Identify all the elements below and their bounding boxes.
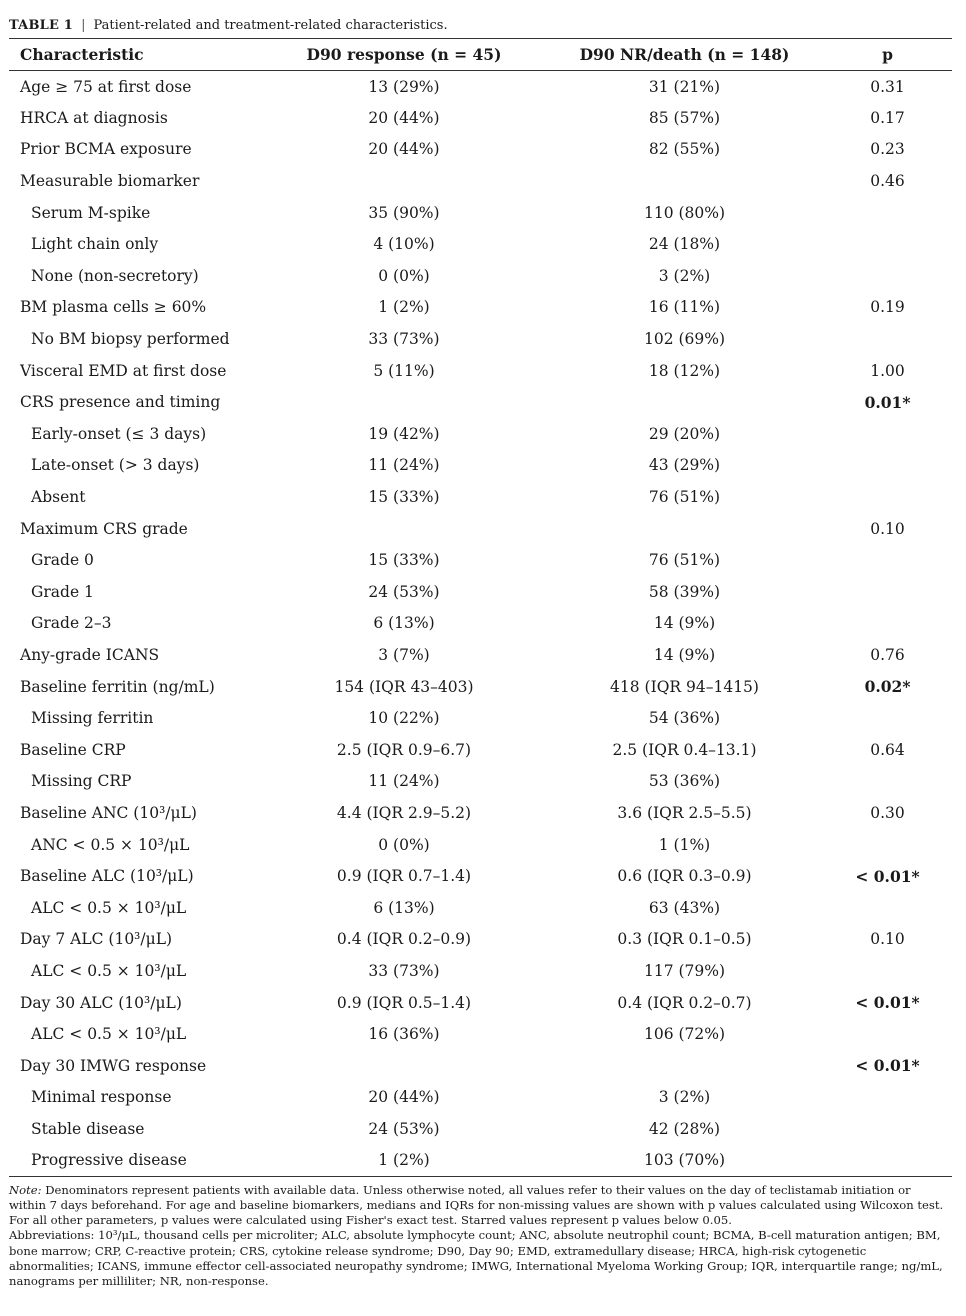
row-p-value: 0.76 [870, 645, 905, 664]
row-p-value-cell [823, 829, 952, 861]
table-row [9, 639, 952, 671]
row-p-value-cell [823, 987, 952, 1019]
row-p-value-cell [823, 102, 952, 134]
row-d90-nr-value: 102 (69%) [643, 330, 726, 349]
header-d90-response: D90 response (n = 45) [306, 45, 502, 64]
row-p-value-cell [823, 1082, 952, 1114]
table-row [9, 481, 952, 513]
row-characteristic: Baseline ALC (10³/μL) [20, 867, 194, 886]
row-p-value: < 0.01* [855, 993, 920, 1013]
row-d90-response-value: 20 (44%) [368, 108, 440, 127]
row-characteristic: Maximum CRS grade [20, 519, 188, 538]
row-p-value-cell [823, 355, 952, 387]
row-d90-nr-value: 0.6 (IQR 0.3–0.9) [617, 867, 752, 886]
row-p-value-cell [823, 386, 952, 418]
row-d90-nr-value: 3.6 (IQR 2.5–5.5) [617, 803, 752, 822]
row-p-value-cell [823, 323, 952, 355]
row-characteristic: Any-grade ICANS [20, 645, 160, 664]
row-p-value: 0.23 [870, 140, 905, 159]
row-p-value-cell [823, 292, 952, 324]
table-row [9, 924, 952, 956]
row-d90-response-value: 1 (2%) [378, 1151, 430, 1170]
row-characteristic: Minimal response [31, 1088, 172, 1107]
table-row [9, 260, 952, 292]
row-characteristic: ALC < 0.5 × 10³/μL [31, 961, 187, 980]
row-p-value-cell [823, 576, 952, 608]
row-d90-nr-value: 18 (12%) [648, 361, 721, 380]
note-label: Note: [9, 1182, 42, 1197]
row-p-value: 0.10 [870, 930, 905, 949]
abbreviations-paragraph: Abbreviations: 10³/μL, thousand cells per microliter; ALC, absolute lymphocyte count; ANC, absolute neutrophil count; BCMA, B-cell maturation antigen; BM, bone marrow; CRP, C-reactive protein; CRS, cytokine release syndrome; D90, Day 90; EMD, extramedullary disease; HRCA, high-risk cytogenetic abnormalities; ICANS, immune effector cell-associated neuropathy syndrome; IMWG, International Myeloma Working Group; IQR, interquartile range; ng/mL, nanograms per milliliter; NR, non-response. [9, 1228, 943, 1288]
row-d90-nr-value: 42 (28%) [648, 1119, 721, 1138]
table-row [9, 829, 952, 861]
row-d90-response-value: 20 (44%) [368, 140, 440, 159]
row-d90-nr-value: 85 (57%) [648, 108, 721, 127]
row-p-value-cell [823, 955, 952, 987]
row-characteristic: ALC < 0.5 × 10³/μL [31, 898, 187, 917]
row-p-value-cell [823, 797, 952, 829]
row-d90-nr-value: 14 (9%) [653, 614, 716, 633]
row-p-value-cell [823, 544, 952, 576]
row-characteristic: No BM biopsy performed [31, 330, 230, 349]
row-d90-nr-value: 53 (36%) [648, 772, 721, 791]
row-characteristic: Missing CRP [31, 772, 132, 791]
row-characteristic: Early-onset (≤ 3 days) [31, 424, 207, 443]
row-characteristic: Absent [31, 488, 86, 507]
row-characteristic: Grade 2–3 [31, 614, 112, 633]
row-d90-nr-value [546, 386, 823, 418]
row-d90-nr-value: 31 (21%) [648, 77, 721, 96]
table-label: TABLE 1 [9, 18, 74, 33]
row-p-value: 0.31 [870, 77, 905, 96]
table-row [9, 860, 952, 892]
row-d90-nr-value: 24 (18%) [648, 235, 721, 254]
row-d90-response-value: 4 (10%) [373, 235, 435, 254]
row-d90-response-value: 15 (33%) [368, 551, 440, 570]
caption-separator: | [81, 18, 86, 33]
row-p-value-cell [823, 450, 952, 482]
row-d90-response-value [262, 165, 546, 197]
table-row [9, 386, 952, 418]
row-characteristic: Stable disease [31, 1119, 145, 1138]
row-d90-nr-value: 2.5 (IQR 0.4–13.1) [612, 740, 757, 759]
table-row [9, 165, 952, 197]
row-p-value-cell [823, 197, 952, 229]
row-d90-response-value: 0 (0%) [378, 266, 430, 285]
table-row [9, 544, 952, 576]
row-d90-nr-value: 117 (79%) [643, 961, 726, 980]
row-characteristic: Baseline CRP [20, 740, 126, 759]
row-p-value-cell [823, 165, 952, 197]
row-d90-nr-value: 63 (43%) [648, 898, 721, 917]
table-title: Patient-related and treatment-related characteristics. [93, 18, 448, 33]
table-row [9, 702, 952, 734]
row-d90-nr-value: 106 (72%) [643, 1025, 726, 1044]
row-p-value: 0.02* [864, 677, 911, 697]
table-row [9, 355, 952, 387]
row-characteristic: Age ≥ 75 at first dose [20, 77, 192, 96]
row-p-value-cell [823, 513, 952, 545]
row-d90-response-value: 0.9 (IQR 0.7–1.4) [336, 867, 472, 886]
row-p-value-cell [823, 639, 952, 671]
row-d90-response-value: 13 (29%) [368, 77, 440, 96]
table-row [9, 1050, 952, 1082]
table-row [9, 197, 952, 229]
row-d90-response-value: 15 (33%) [368, 488, 440, 507]
table-notes [9, 1183, 949, 1289]
row-characteristic: Grade 0 [31, 551, 94, 570]
table-row [9, 513, 952, 545]
table-row [9, 1082, 952, 1114]
row-d90-nr-value: 14 (9%) [653, 645, 716, 664]
row-characteristic: ALC < 0.5 × 10³/μL [31, 1025, 187, 1044]
row-p-value: 1.00 [870, 361, 905, 380]
row-p-value: 0.17 [870, 108, 905, 127]
row-d90-response-value: 33 (73%) [368, 961, 440, 980]
table-caption [9, 14, 955, 38]
row-characteristic: Prior BCMA exposure [20, 140, 192, 159]
table-header-row [9, 39, 952, 71]
row-d90-nr-value [546, 513, 823, 545]
row-d90-nr-value [546, 165, 823, 197]
row-d90-nr-value: 76 (51%) [648, 488, 721, 507]
row-p-value: 0.19 [870, 298, 905, 317]
row-characteristic: Missing ferritin [31, 709, 154, 728]
note-paragraph [9, 1183, 949, 1229]
table-row [9, 1113, 952, 1145]
row-d90-nr-value: 0.3 (IQR 0.1–0.5) [617, 930, 752, 949]
table-row [9, 671, 952, 703]
row-d90-nr-value: 76 (51%) [648, 551, 721, 570]
row-characteristic: Late-onset (> 3 days) [31, 456, 200, 475]
table-page [9, 0, 955, 1289]
table-row [9, 134, 952, 166]
row-p-value-cell [823, 481, 952, 513]
row-characteristic: Baseline ferritin (ng/mL) [20, 677, 215, 696]
row-characteristic: Serum M-spike [31, 203, 151, 222]
table-row [9, 987, 952, 1019]
row-d90-nr-value: 16 (11%) [648, 298, 721, 317]
row-d90-response-value [262, 513, 546, 545]
row-d90-response-value: 6 (13%) [373, 898, 435, 917]
row-d90-response-value [262, 1050, 546, 1082]
row-d90-nr-value [546, 1050, 823, 1082]
row-d90-nr-value: 110 (80%) [643, 203, 726, 222]
row-d90-nr-value: 58 (39%) [648, 582, 721, 601]
table-row [9, 955, 952, 987]
row-p-value-cell [823, 924, 952, 956]
row-p-value-cell [823, 71, 952, 103]
row-d90-nr-value: 418 (IQR 94–1415) [610, 677, 759, 696]
row-d90-response-value: 2.5 (IQR 0.9–6.7) [336, 740, 472, 759]
row-characteristic: Day 30 IMWG response [20, 1056, 207, 1075]
row-p-value-cell [823, 702, 952, 734]
row-p-value-cell [823, 418, 952, 450]
row-d90-response-value: 24 (53%) [368, 1119, 440, 1138]
row-characteristic: Baseline ANC (10³/μL) [20, 803, 197, 822]
characteristics-table [9, 38, 952, 1177]
table-row [9, 292, 952, 324]
row-d90-nr-value: 43 (29%) [648, 456, 721, 475]
row-d90-response-value: 154 (IQR 43–403) [334, 677, 474, 696]
table-row [9, 450, 952, 482]
row-d90-nr-value: 1 (1%) [658, 835, 711, 854]
row-d90-response-value: 4.4 (IQR 2.9–5.2) [336, 803, 472, 822]
row-d90-response-value: 33 (73%) [368, 330, 440, 349]
row-p-value: 0.01* [864, 392, 911, 412]
row-p-value: 0.10 [870, 519, 905, 538]
row-characteristic: Progressive disease [31, 1151, 187, 1170]
row-d90-nr-value: 54 (36%) [648, 709, 721, 728]
row-d90-response-value [262, 386, 546, 418]
table-row [9, 1145, 952, 1177]
row-p-value-cell [823, 228, 952, 260]
row-characteristic: None (non-secretory) [31, 266, 199, 285]
row-d90-response-value: 16 (36%) [368, 1025, 440, 1044]
row-d90-response-value: 24 (53%) [368, 582, 440, 601]
row-d90-response-value: 5 (11%) [373, 361, 435, 380]
row-characteristic: BM plasma cells ≥ 60% [20, 298, 207, 317]
row-p-value-cell [823, 1050, 952, 1082]
row-p-value-cell [823, 608, 952, 640]
row-p-value-cell [823, 734, 952, 766]
row-d90-nr-value: 103 (70%) [643, 1151, 726, 1170]
table-row [9, 766, 952, 798]
row-d90-response-value: 11 (24%) [368, 772, 440, 791]
header-d90-nr-death: D90 NR/death (n = 148) [579, 45, 790, 64]
row-d90-response-value: 6 (13%) [373, 614, 435, 633]
row-characteristic: Grade 1 [31, 582, 94, 601]
note-text: Denominators represent patients with available data. Unless otherwise noted, all values refer to their values on the day of teclistamab initiation or within 7 days beforehand. For age and baseline biomarkers, medians and IQRs for non-missing values are shown with p values calculated using Wilcoxon test. For all other parameters, p values were calculated using Fisher's exact test. Starred values represent p values below 0.05. [9, 1182, 944, 1228]
row-p-value-cell [823, 260, 952, 292]
row-p-value-cell [823, 134, 952, 166]
row-d90-response-value: 20 (44%) [368, 1088, 440, 1107]
row-characteristic: Day 7 ALC (10³/μL) [20, 930, 173, 949]
row-d90-response-value: 1 (2%) [378, 298, 430, 317]
table-row [9, 892, 952, 924]
row-characteristic: HRCA at diagnosis [20, 108, 168, 127]
row-d90-response-value: 35 (90%) [368, 203, 440, 222]
row-p-value-cell [823, 860, 952, 892]
table-row [9, 734, 952, 766]
row-p-value: < 0.01* [855, 866, 920, 886]
table-row [9, 102, 952, 134]
row-characteristic: ANC < 0.5 × 10³/μL [31, 835, 190, 854]
table-row [9, 323, 952, 355]
table-row [9, 71, 952, 103]
row-d90-response-value: 0.9 (IQR 0.5–1.4) [336, 993, 472, 1012]
table-row [9, 418, 952, 450]
row-d90-nr-value: 3 (2%) [658, 266, 711, 285]
row-p-value: 0.64 [870, 740, 905, 759]
table-row [9, 797, 952, 829]
row-d90-nr-value: 0.4 (IQR 0.2–0.7) [617, 993, 752, 1012]
table-row [9, 576, 952, 608]
table-row [9, 228, 952, 260]
table-row [9, 1018, 952, 1050]
row-p-value-cell [823, 1145, 952, 1177]
row-d90-response-value: 19 (42%) [368, 424, 440, 443]
row-characteristic: Visceral EMD at first dose [20, 361, 227, 380]
row-characteristic: Light chain only [31, 235, 159, 254]
row-characteristic: CRS presence and timing [20, 393, 221, 412]
row-p-value: < 0.01* [855, 1056, 920, 1076]
row-d90-nr-value: 82 (55%) [648, 140, 721, 159]
table-body [9, 71, 952, 1177]
row-d90-response-value: 3 (7%) [378, 645, 430, 664]
row-p-value: 0.46 [870, 172, 905, 191]
row-characteristic: Measurable biomarker [20, 172, 200, 191]
row-p-value-cell [823, 1018, 952, 1050]
table-row [9, 608, 952, 640]
header-characteristic: Characteristic [20, 45, 144, 64]
row-d90-response-value: 0 (0%) [378, 835, 430, 854]
row-d90-response-value: 11 (24%) [368, 456, 440, 475]
row-d90-nr-value: 3 (2%) [658, 1088, 711, 1107]
row-p-value-cell [823, 1113, 952, 1145]
row-p-value-cell [823, 671, 952, 703]
row-characteristic: Day 30 ALC (10³/μL) [20, 993, 182, 1012]
row-d90-response-value: 0.4 (IQR 0.2–0.9) [336, 930, 472, 949]
row-p-value-cell [823, 766, 952, 798]
header-p-value: p [882, 45, 893, 64]
row-p-value-cell [823, 892, 952, 924]
row-d90-nr-value: 29 (20%) [648, 424, 721, 443]
row-p-value: 0.30 [870, 803, 905, 822]
row-d90-response-value: 10 (22%) [368, 709, 440, 728]
